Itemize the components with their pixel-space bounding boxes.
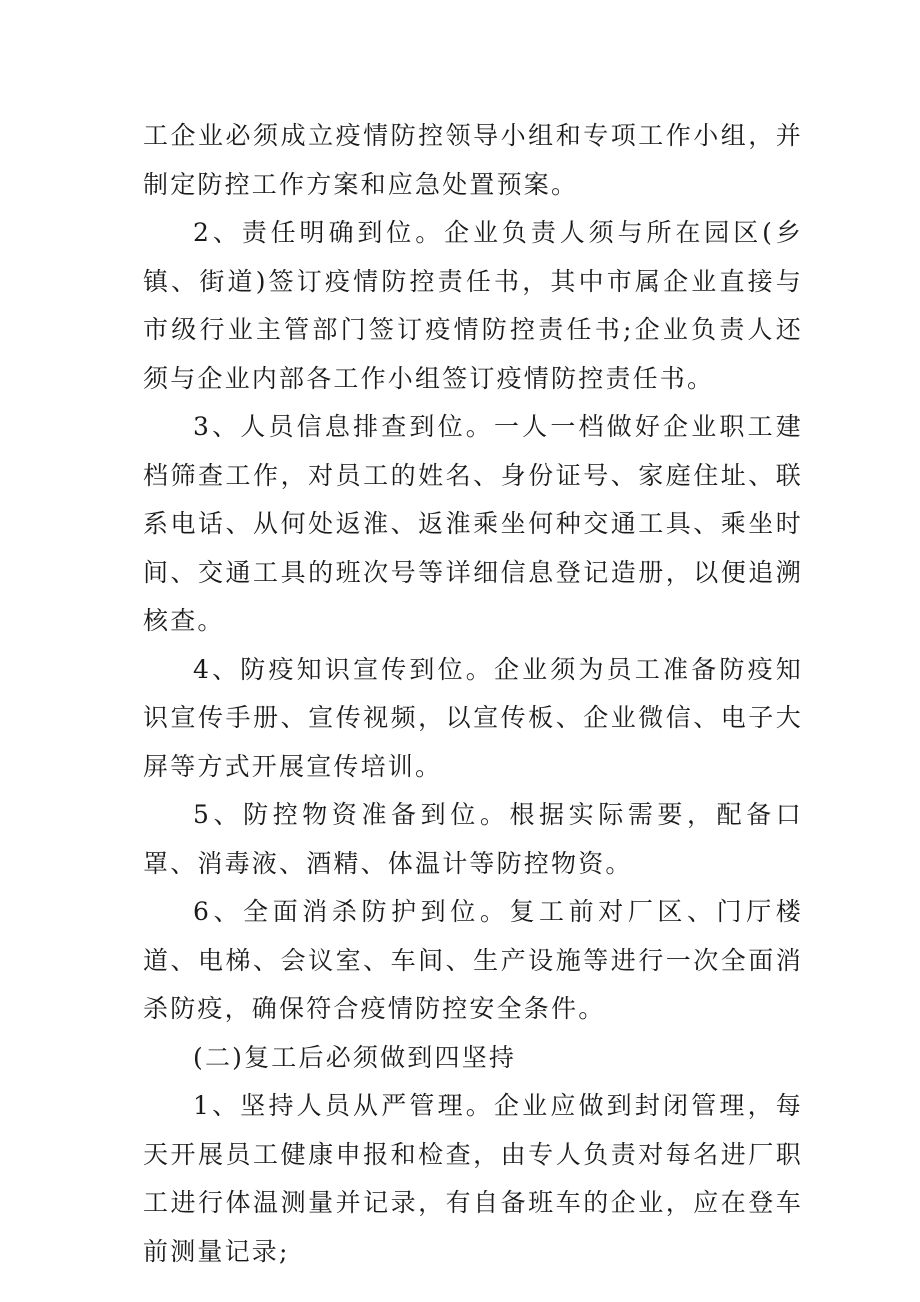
document-body — [143, 112, 803, 1276]
section-heading: (二)复工后必须做到四坚持 — [193, 1042, 517, 1072]
paragraph-item-2: 2、责任明确到位。企业负责人须与所在园区(乡镇、街道)签订疫情防控责任书，其中市属企业直接与市级行业主管部门签订疫情防控责任书;企业负责人还须与企业内部各工作小组签订疫情防控责任书。 — [143, 218, 803, 393]
paragraph-continuation: 工企业必须成立疫情防控领导小组和专项工作小组，并制定防控工作方案和应急处置预案。 — [143, 121, 803, 199]
paragraph-item-5: 5、防控物资准备到位。根据实际需要，配备口罩、消毒液、酒精、体温计等防控物资。 — [143, 800, 803, 878]
paragraph-item-4: 4、防疫知识宣传到位。企业须为员工准备防疫知识宣传手册、宣传视频，以宣传板、企业微信、电子大屏等方式开展宣传培训。 — [143, 654, 803, 781]
paragraph-item-6: 6、全面消杀防护到位。复工前对厂区、门厅楼道、电梯、会议室、车间、生产设施等进行一次全面消杀防疫，确保符合疫情防控安全条件。 — [143, 897, 803, 1023]
paragraph-item-1: 1、坚持人员从严管理。企业应做到封闭管理，每天开展员工健康申报和检查，由专人负责对每名进厂职工进行体温测量并记录，有自备班车的企业，应在登车前测量记录; — [143, 1091, 803, 1266]
paragraph-item-3: 3、人员信息排查到位。一人一档做好企业职工建档筛查工作，对员工的姓名、身份证号、家庭住址、联系电话、从何处返淮、返淮乘坐何种交通工具、乘坐时间、交通工具的班次号等详细信息登记造册，以便追溯核查。 — [143, 412, 803, 635]
